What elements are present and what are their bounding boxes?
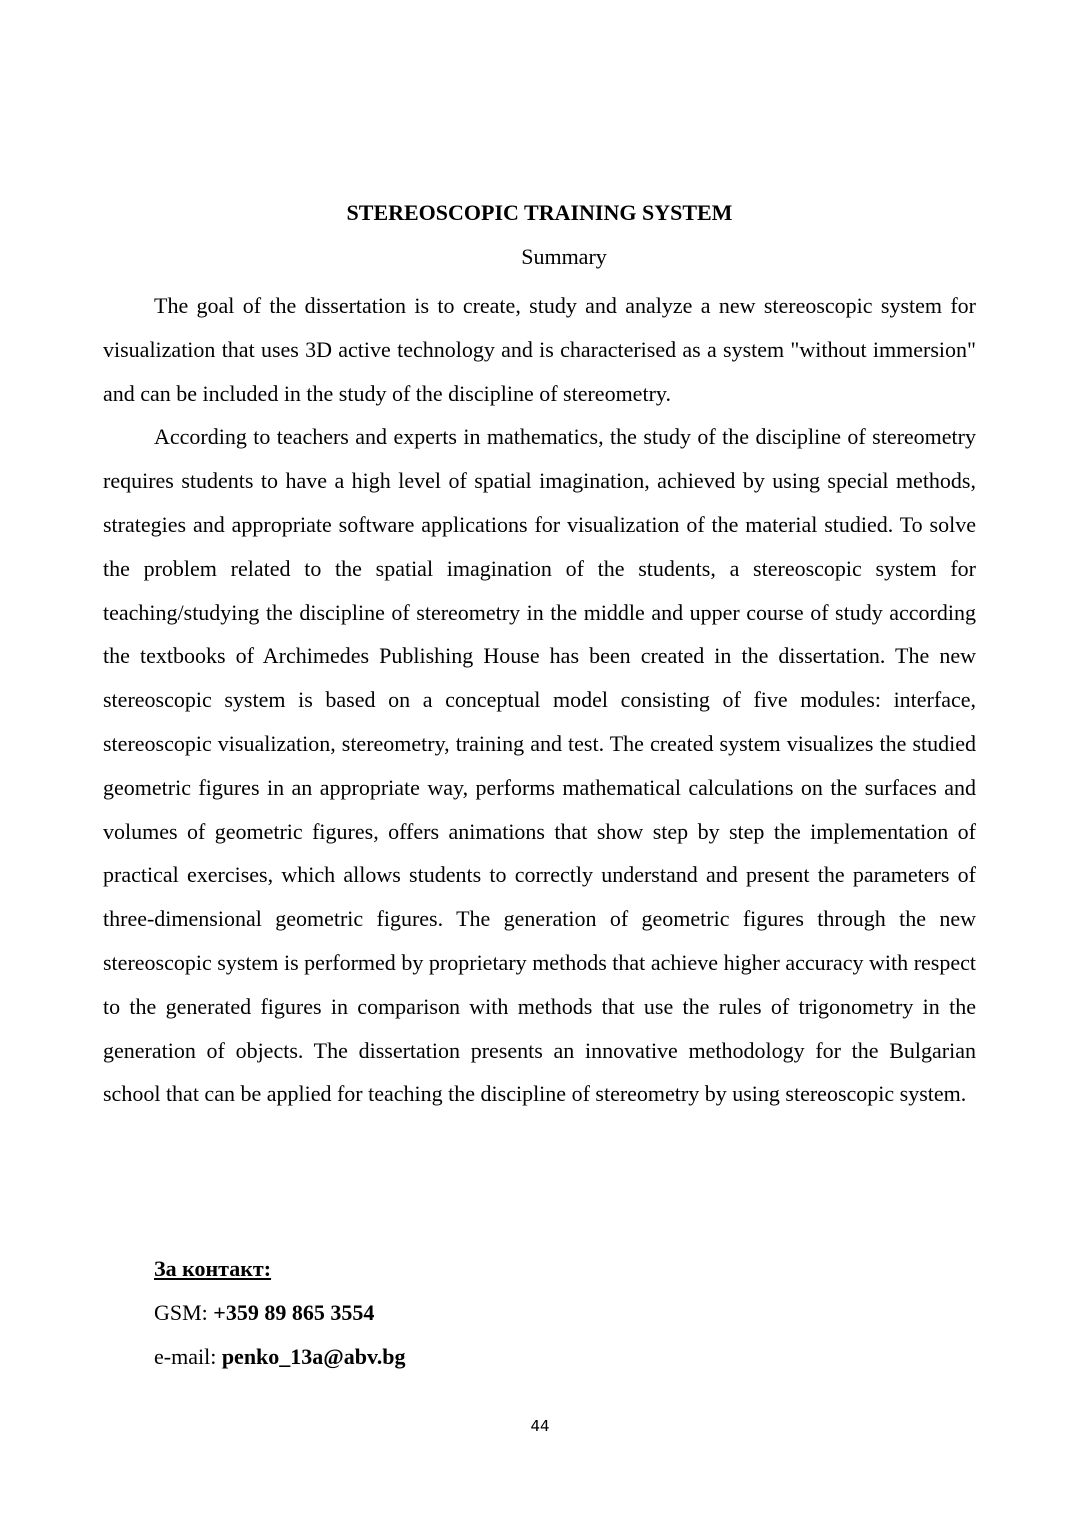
gsm-number: +359 89 865 3554 xyxy=(213,1300,375,1325)
email-line xyxy=(154,1335,406,1379)
email-address: penko_13a@abv.bg xyxy=(221,1344,406,1369)
summary-body xyxy=(103,284,976,1116)
summary-paragraph-1: The goal of the dissertation is to create, study and analyze a new stereoscopic system for visualization that uses 3D active technology and is characterised as a system "without immersion" and can be included in the study of the discipline of stereometry. xyxy=(103,293,976,406)
document-title: STEREOSCOPIC TRAINING SYSTEM xyxy=(346,200,733,225)
page-number: 44 xyxy=(530,1417,550,1435)
contact-heading: За контакт: xyxy=(154,1256,272,1281)
summary-paragraph-2: According to teachers and experts in mathematics, the study of the discipline of stereometry requires students to have a high level of spatial imagination, achieved by using special methods, strategies and appropriate software applications for visualization of the material studied. To solve the problem related to the spatial imagination of the students, a stereoscopic system for teaching/studying the discipline of stereometry in the middle and upper course of study according the textbooks of Archimedes Publishing House has been created in the dissertation. The new stereoscopic system is based on a conceptual model consisting of five modules: interface, stereoscopic visualization, stereometry, training and test. The created system visualizes the studied geometric figures in an appropriate way, performs mathematical calculations on the surfaces and volumes of geometric figures, offers animations that show step by step the implementation of practical exercises, which allows students to correctly understand and present the parameters of three-dimensional geometric figures. The generation of geometric figures through the new stereoscopic system is performed by proprietary methods that achieve higher accuracy with respect to the generated figures in comparison with methods that use the rules of trigonometry in the generation of objects. The dissertation presents an innovative methodology for the Bulgarian school that can be applied for teaching the discipline of stereometry by using stereoscopic system. xyxy=(103,424,976,1107)
document-subtitle: Summary xyxy=(521,244,607,269)
contact-block xyxy=(154,1247,406,1379)
gsm-label: GSM: xyxy=(154,1300,214,1325)
gsm-line xyxy=(154,1291,406,1335)
email-label: e-mail: xyxy=(154,1344,222,1369)
